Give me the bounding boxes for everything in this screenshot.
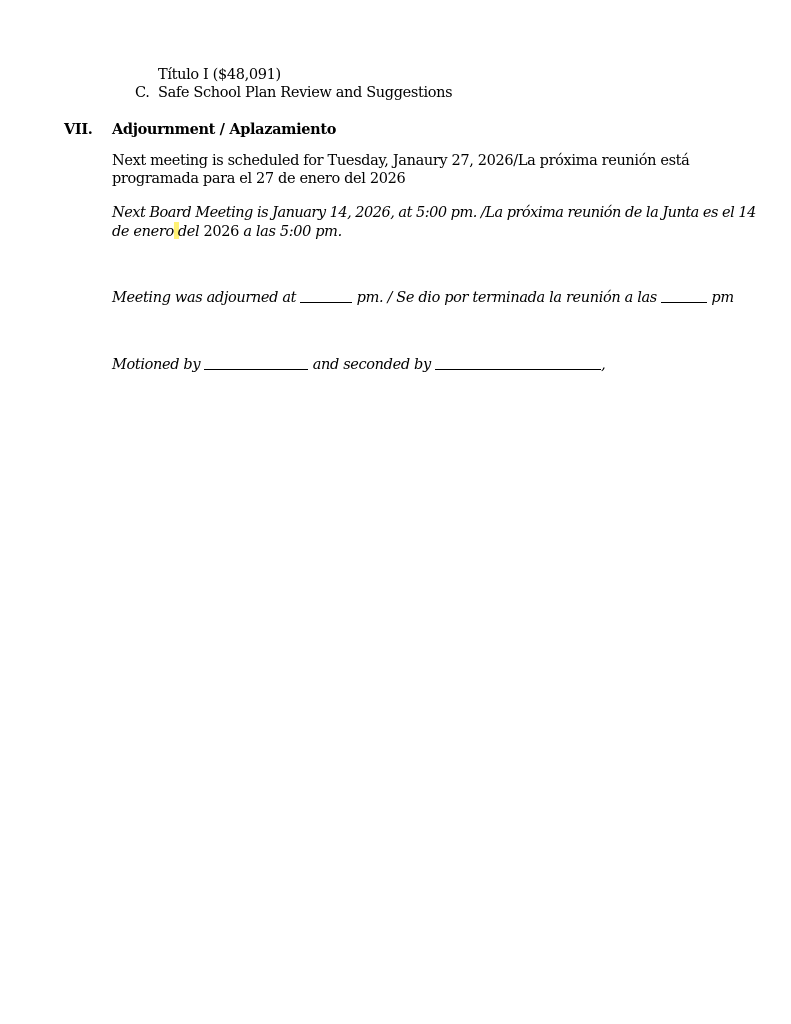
board-meeting-line-2: [112, 222, 342, 241]
motioned-text-3: ,: [601, 357, 606, 373]
board-meeting-text-c: 2026: [199, 224, 244, 240]
board-meeting-text-b: del: [177, 224, 200, 240]
adjourned-text-2: pm. / Se dio por terminada la reunión a las: [352, 290, 662, 306]
item-c-marker: C.: [135, 85, 150, 101]
titulo-item: Título I ($48,091): [158, 67, 281, 83]
section-numeral: VII.: [64, 121, 93, 138]
terminada-time-blank[interactable]: [661, 290, 707, 303]
adjourned-time-blank[interactable]: [300, 290, 352, 303]
motioned-text-2: and seconded by: [308, 357, 436, 373]
section-heading: Adjournment / Aplazamiento: [112, 121, 337, 138]
next-meeting-line-2: programada para el 27 de enero del 2026: [112, 171, 406, 187]
motioned-by-blank[interactable]: [204, 357, 308, 370]
adjourned-line: [112, 289, 734, 307]
board-meeting-text-a: de enero: [112, 224, 174, 240]
adjourned-text-1: Meeting was adjourned at: [112, 290, 301, 306]
item-c-text: Safe School Plan Review and Suggestions: [158, 85, 453, 101]
motioned-line: [112, 356, 605, 374]
seconded-by-blank[interactable]: [435, 357, 601, 370]
adjourned-text-3: pm: [707, 290, 734, 306]
next-meeting-line-1: Next meeting is scheduled for Tuesday, Janaury 27, 2026/La próxima reunión está: [112, 153, 690, 169]
motioned-text-1: Motioned by: [112, 357, 205, 373]
board-meeting-line-1: Next Board Meeting is January 14, 2026, at 5:00 pm. /La próxima reunión de la Junta es el 14: [112, 205, 756, 221]
board-meeting-text-d: a las 5:00 pm.: [243, 224, 342, 240]
